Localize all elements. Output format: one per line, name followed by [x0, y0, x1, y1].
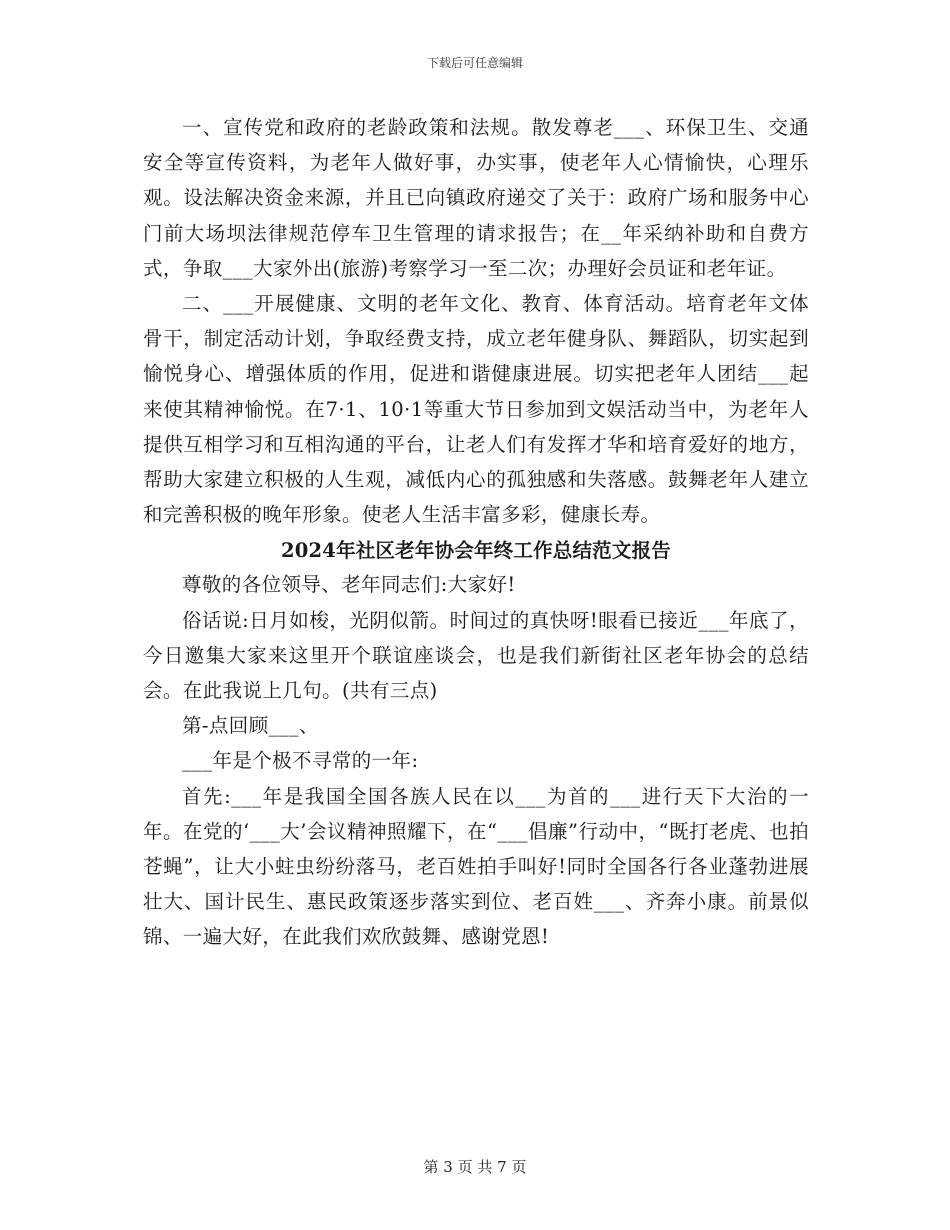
page-header: 下载后可任意编辑	[426, 56, 523, 70]
page-footer: 第 3 页 共 7 页	[423, 1158, 527, 1176]
paragraph-greeting: 尊敬的各位领导、老年同志们:大家好!	[182, 573, 516, 597]
report-title: 2024年社区老年协会年终工作总结范文报告	[281, 539, 671, 563]
paragraph-proverb: 俗话说:日月如梭，光阴似箭。时间过的真快呀!眼看已接近___年底了，今日邀集大家来这里开个联谊座谈会，也是我们新街社区老年协会的总结会。在此我说上几句。(共有三点)	[143, 608, 809, 703]
document-body	[143, 110, 809, 955]
paragraph-year-summary: ___年是个极不寻常的一年:	[182, 749, 419, 773]
paragraph-activities: 二、___开展健康、文明的老年文化、教育、体育活动。培育老年文体骨干，制定活动计划，争取经费支持，成立老年健身队、舞蹈队，切实起到愉悦身心、增强体质的作用，促进和谐健康进展。切实把老年人团结___起来使其精神愉悦。在7·1、10·1等重大节日参加到文娱活动当中，为老年人提供互相学习和互相沟通的平台，让老人们有发挥才华和培育爱好的地方，帮助大家建立积极的人生观，减低内心的孤独感和失落感。鼓舞老年人建立和完善积极的晚年形象。使老人生活丰富多彩，健康长寿。	[143, 292, 809, 527]
paragraph-first-point: 首先:___年是我国全国各族人民在以___为首的___进行天下大治的一年。在党的‘___大’会议精神照耀下，在“___倡廉”行动中，“既打老虎、也拍苍蝇”，让大小蛀虫纷纷落马，老百姓拍手叫好!同时全国各行各业蓬勃进展壮大、国计民生、惠民政策逐步落实到位、老百姓___、齐奔小康。前景似锦、一遍大好，在此我们欢欣鼓舞、感谢党恩!	[143, 784, 809, 949]
paragraph-review-heading: 第-点回顾___、	[182, 714, 319, 738]
paragraph-publicity: 一、宣传党和政府的老龄政策和法规。散发尊老___、环保卫生、交通安全等宣传资料，为老年人做好事，办实事，使老年人心情愉快，心理乐观。设法解决资金来源，并且已向镇政府递交了关于：政府广场和服务中心门前大场坝法律规范停车卫生管理的请求报告；在__年采纳补助和自费方式，争取___大家外出(旅游)考察学习一至二次；办理好会员证和老年证。	[143, 116, 809, 280]
